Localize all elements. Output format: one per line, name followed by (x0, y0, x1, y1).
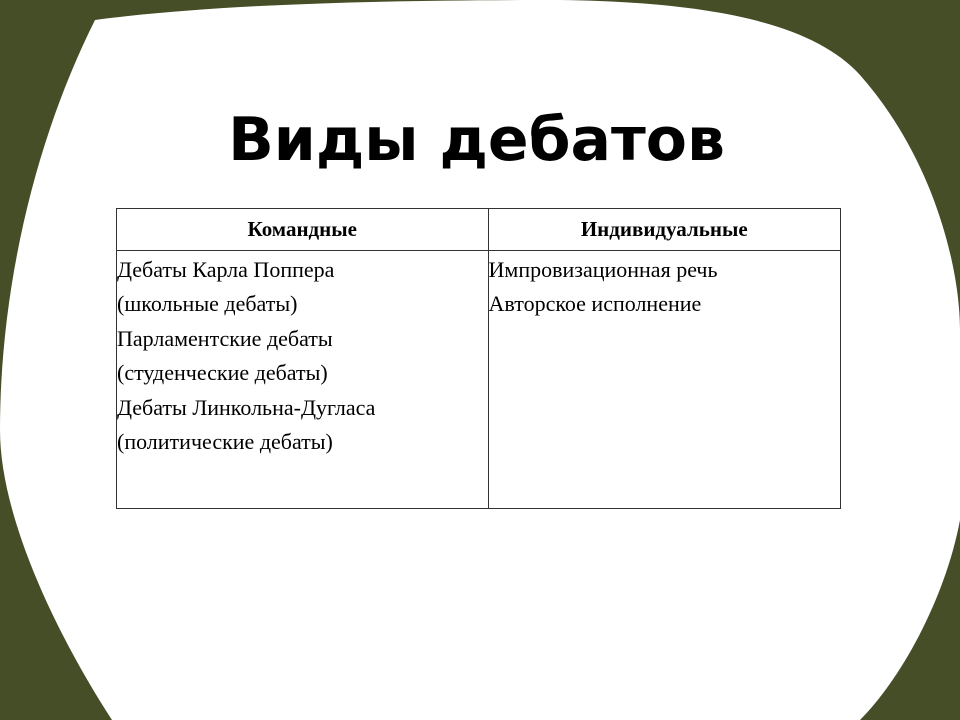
table-row (117, 251, 841, 509)
list-item: (школьные дебаты) (117, 291, 298, 317)
debate-types-table (116, 208, 841, 509)
list-item: Дебаты Линкольна-Дугласа (117, 394, 376, 420)
list-item: (политические дебаты) (117, 429, 333, 455)
list-item: Авторское исполнение (488, 291, 702, 317)
list-item: Парламентские дебаты (117, 325, 333, 351)
header-team: Командные (117, 209, 489, 251)
list-item: Дебаты Карла Поппера (117, 257, 335, 282)
table-header-row (117, 209, 841, 251)
header-individual: Индивидуальные (488, 209, 840, 251)
list-item: Импровизационная речь (488, 257, 718, 282)
team-debates-cell (117, 251, 489, 509)
slide-title: Виды дебатов (228, 105, 725, 175)
individual-debates-cell (488, 251, 840, 509)
list-item: (студенческие дебаты) (117, 360, 328, 386)
